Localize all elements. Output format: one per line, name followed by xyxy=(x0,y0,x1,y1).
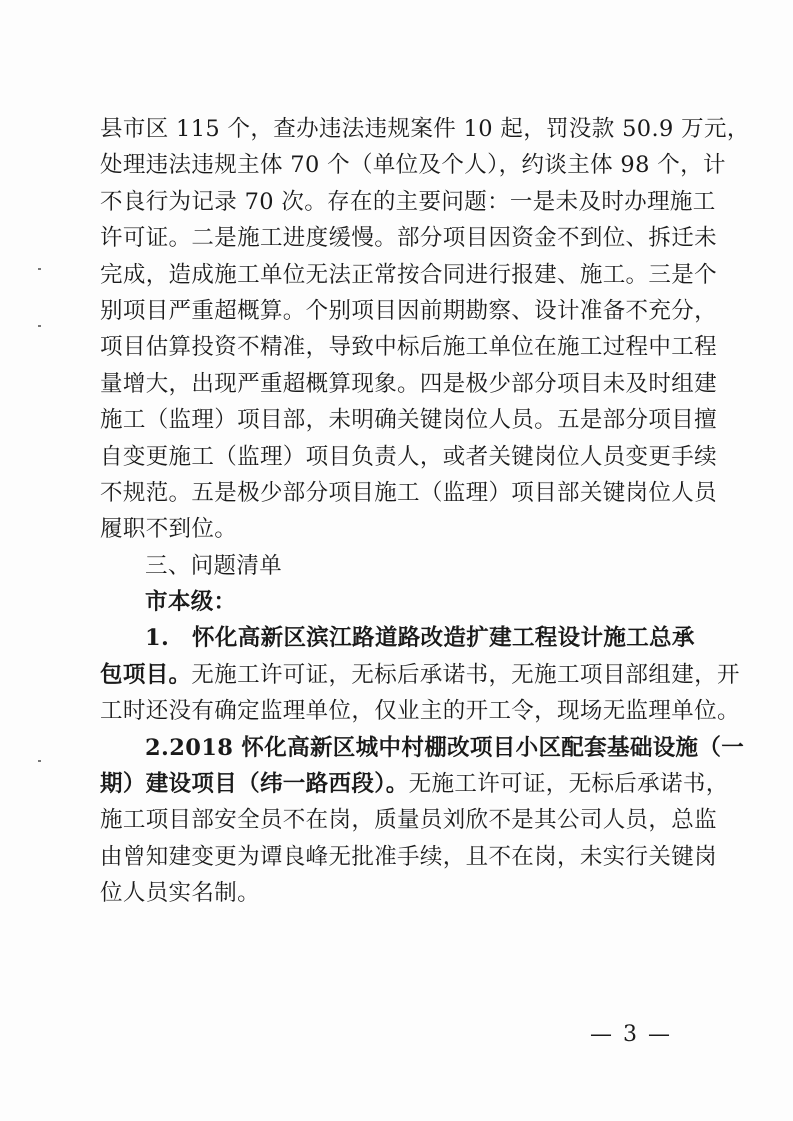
scan-margin-mark xyxy=(38,325,41,327)
body-line: 量增大，出现严重超概算现象。四是极少部分项目未及时组建 xyxy=(100,370,717,397)
section-heading: 三、问题清单 xyxy=(145,552,283,579)
item-title: 1. 怀化高新区滨江路道路改造扩建工程设计施工总承 xyxy=(145,625,695,652)
body-line: 施工（监理）项目部，未明确关键岗位人员。五是部分项目擅 xyxy=(100,407,717,434)
body-line: 履职不到位。 xyxy=(100,516,238,543)
scan-margin-mark xyxy=(38,760,41,762)
body-line: 位人员实名制。 xyxy=(100,880,260,907)
item-text: 无施工许可证，无标后承诺书， xyxy=(408,771,729,798)
page-number: — 3 — xyxy=(590,1022,672,1047)
body-line: 处理违法违规主体 70 个（单位及个人），约谈主体 98 个，计 xyxy=(100,152,726,179)
item-title: 2.2018 怀化高新区城中村棚改项目小区配套基础设施（一 xyxy=(145,734,745,761)
body-line: 自变更施工（监理）项目负责人，或者关键岗位人员变更手续 xyxy=(100,443,717,470)
body-line: 项目估算投资不精准，导致中标后施工单位在施工过程中工程 xyxy=(100,334,717,361)
body-line: 完成，造成施工单位无法正常按合同进行报建、施工。三是个 xyxy=(100,261,717,288)
body-line xyxy=(100,766,729,802)
body-line: 不良行为记录 70 次。存在的主要问题：一是未及时办理施工 xyxy=(100,188,716,215)
body-line: 不规范。五是极少部分项目施工（监理）项目部关键岗位人员 xyxy=(100,479,717,506)
body-line: 工时还没有确定监理单位，仅业主的开工令，现场无监理单位。 xyxy=(100,698,740,725)
item-title: 期）建设项目（纬一路西段）。 xyxy=(100,771,409,798)
body-line: 施工项目部安全员不在岗，质量员刘欣不是其公司人员，总监 xyxy=(100,807,717,834)
body-line: 别项目严重超概算。个别项目因前期勘察、设计准备不充分， xyxy=(100,297,717,324)
body-line: 由曾知建变更为谭良峰无批准手续，且不在岗，未实行关键岗 xyxy=(100,843,717,870)
item-text: 无施工许可证，无标后承诺书，无施工项目部组建，开 xyxy=(191,661,740,688)
subheading: 市本级： xyxy=(145,589,237,616)
body-line: 许可证。二是施工进度缓慢。部分项目因资金不到位、拆迁未 xyxy=(100,225,717,252)
item-title: 包项目。 xyxy=(100,661,192,688)
scan-margin-mark xyxy=(38,268,41,270)
document-body xyxy=(100,111,750,912)
body-line: 县市区 115 个，查办违法违规案件 10 起，罚没款 50.9 万元， xyxy=(100,116,750,142)
body-line xyxy=(100,657,740,693)
